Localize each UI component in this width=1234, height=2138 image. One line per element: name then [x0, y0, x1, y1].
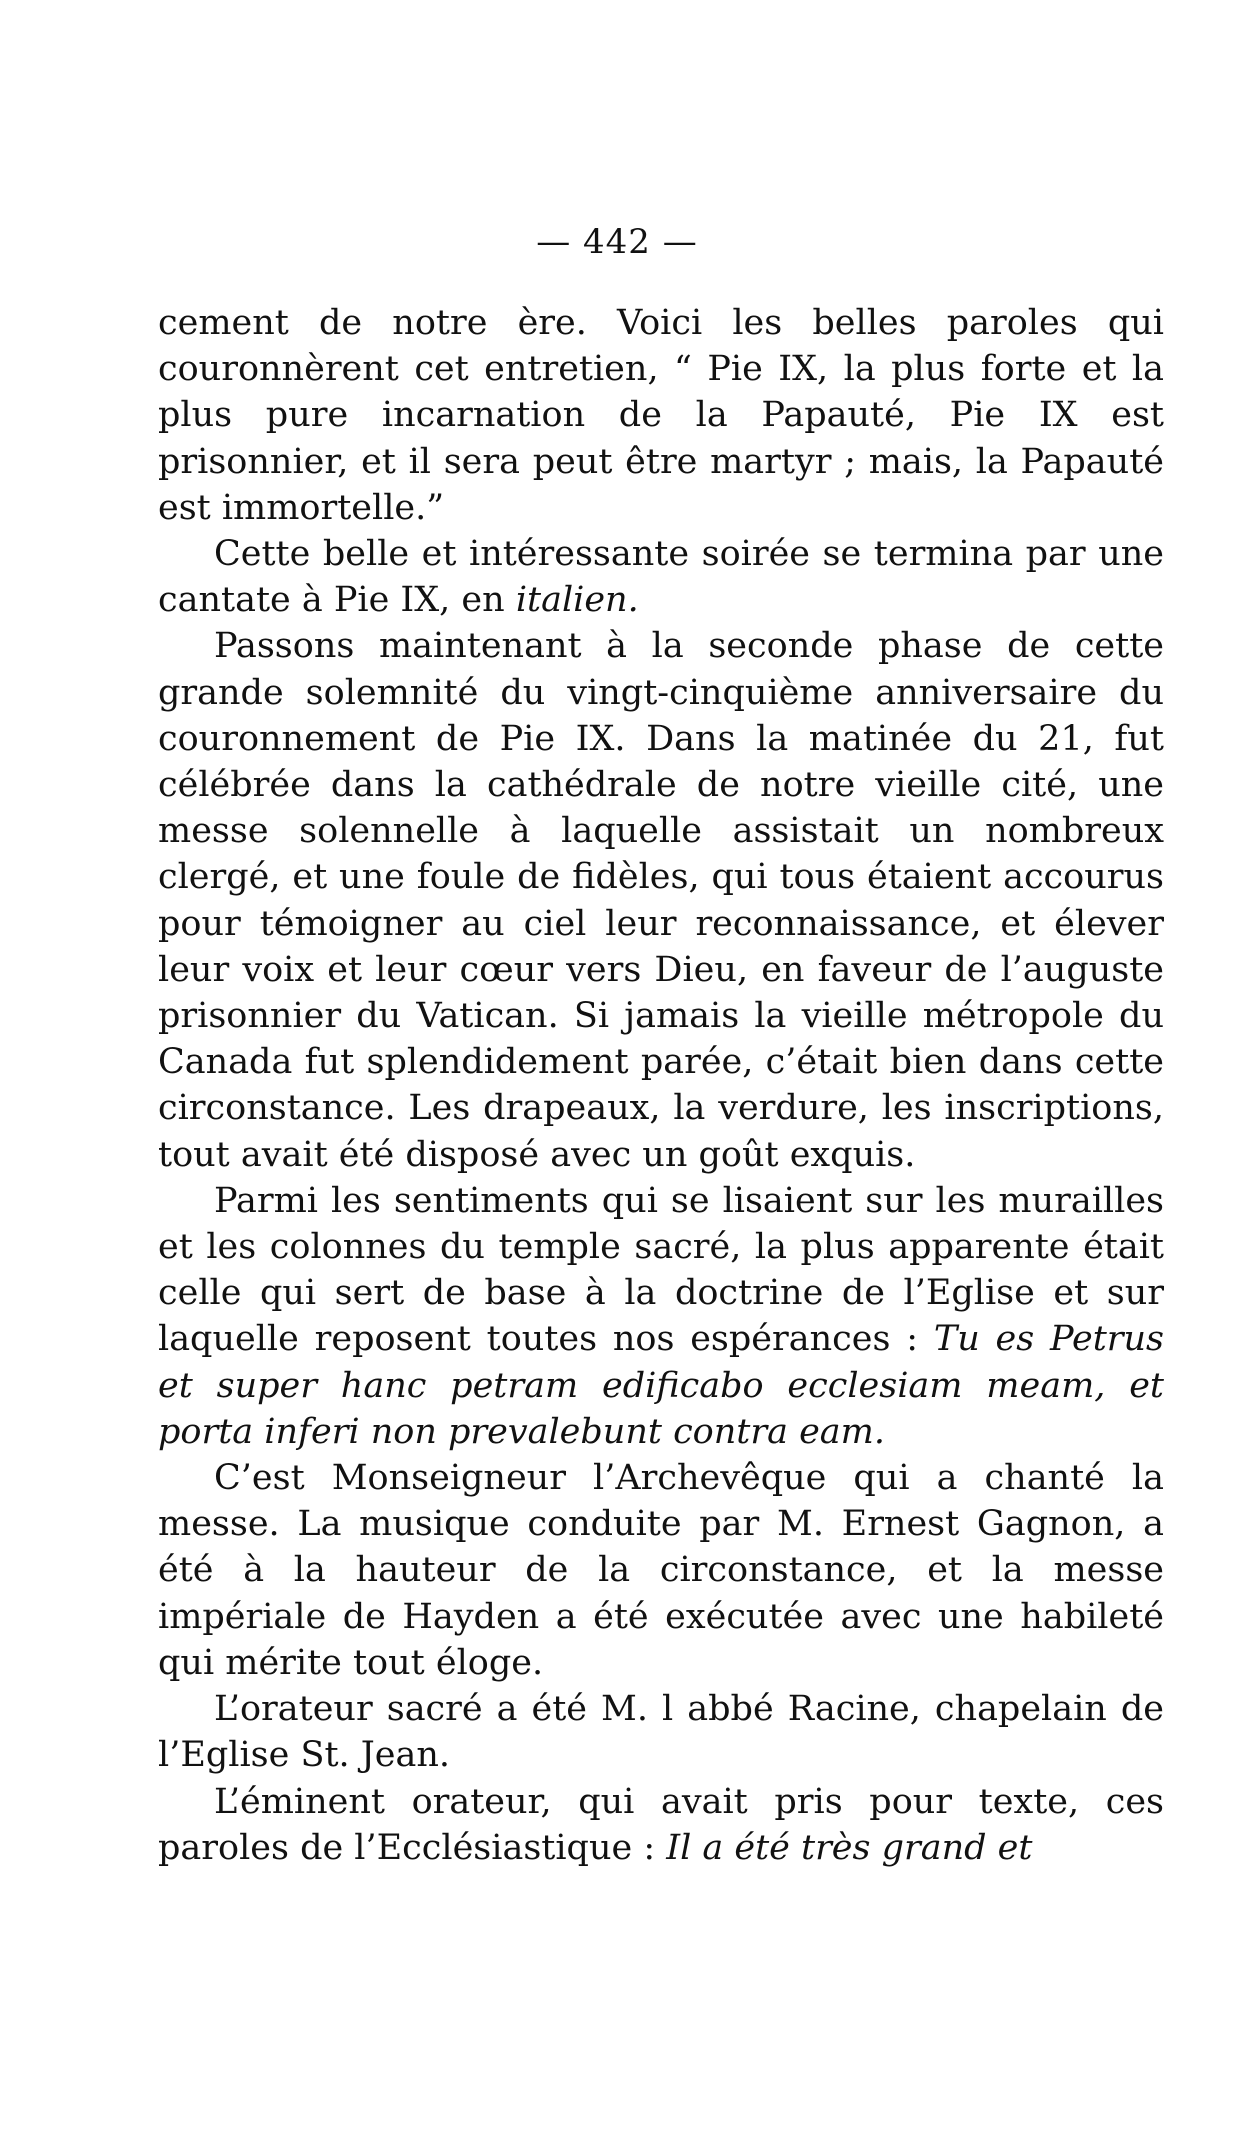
paragraph-4-text: Parmi les sentiments qui se lisaient sur les murailles et les colonnes du temple sacré, la plus apparente était celle qui sert de base à la doctrine de l’Eglise et sur laquelle reposent toutes nos espérances : — [158, 1180, 1164, 1360]
paragraph-7 — [158, 1779, 1164, 1871]
paragraph-3: Passons maintenant à la seconde phase de cette grande solemnité du vingt-cinquième anniversaire du couronnement de Pie IX. Dans la matinée du 21, fut célébrée dans la cathédrale de notre vieille cité, une messe solennelle à laquelle assistait un nombreux clergé, et une foule de fidèles, qui tous étaient accourus pour témoigner au ciel leur reconnaissance, et élever leur voix et leur cœur vers Dieu, en faveur de l’auguste prisonnier du Vatican. Si jamais la vieille métropole du Canada fut splendidement parée, c’était bien dans cette circonstance. Les drapeaux, la verdure, les inscriptions, tout avait été disposé avec un goût exquis. — [158, 626, 1164, 1175]
paragraph-1: cement de notre ère. Voici les belles paroles qui couronnèrent cet entretien, “ Pie IX, la plus forte et la plus pure incarnation de la Papauté, Pie IX est prisonnier, et il sera peut être martyr ; mais, la Papauté est immortelle.” — [158, 303, 1164, 528]
paragraph-7-italic: Il a été très grand et — [666, 1827, 1033, 1868]
paragraph-6: L’orateur sacré a été M. l abbé Racine, chapelain de l’Eglise St. Jean. — [158, 1689, 1164, 1776]
paragraph-4 — [158, 1178, 1164, 1455]
paragraph-7-text: L’éminent orateur, qui avait pris pour texte, ces paroles de l’Ecclésiastique : — [158, 1781, 1164, 1868]
paragraph-5: C’est Monseigneur l’Archevêque qui a chanté la messe. La musique conduite par M. Ernest Gagnon, a été à la hauteur de la circonstance, et la messe impériale de Hayden a été exécutée avec une habileté qui mérite tout éloge. — [158, 1458, 1164, 1683]
latin-quotation: Tu es Petrus et super hanc petram edificabo ecclesiam meam, et porta inferi non prevalebunt contra eam. — [158, 1319, 1164, 1452]
paragraph-2-italic: italien. — [515, 580, 639, 621]
page-number: — 442 — — [536, 222, 698, 262]
body-text — [158, 300, 1164, 1871]
paragraph-2-text: Cette belle et intéressante soirée se termina par une cantate à Pie IX, en — [158, 534, 1164, 621]
paragraph-2 — [158, 531, 1164, 623]
